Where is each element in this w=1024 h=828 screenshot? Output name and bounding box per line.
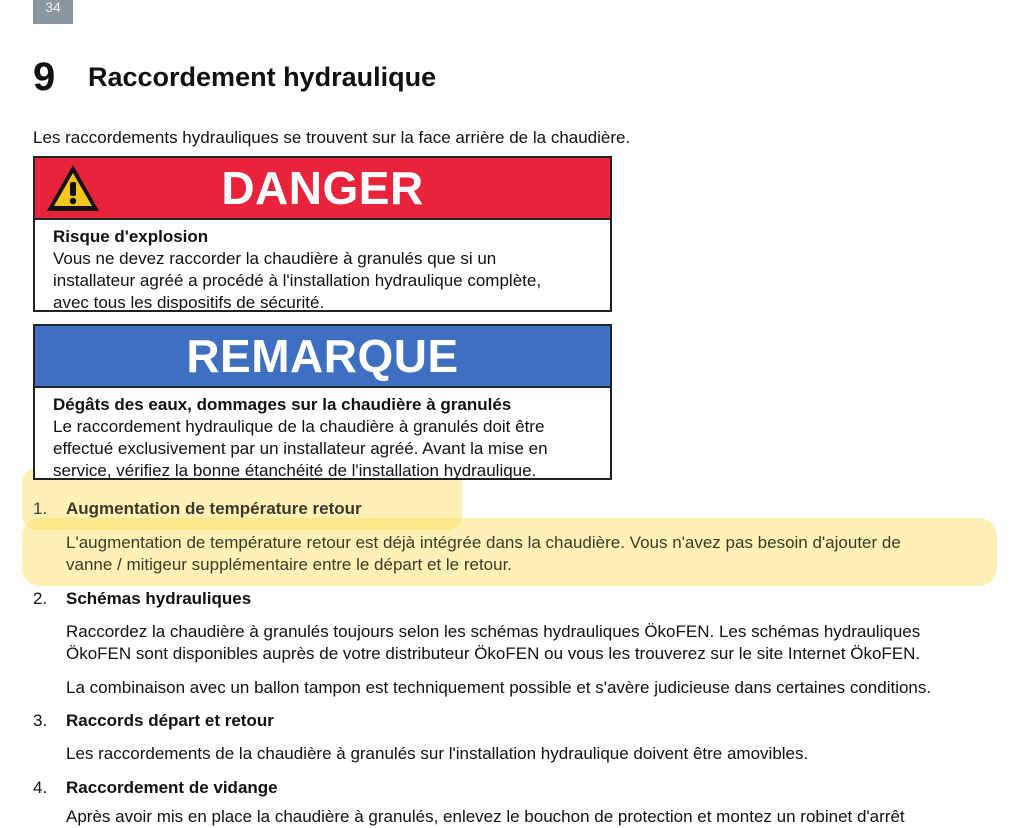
item-paragraph bbox=[66, 743, 1016, 765]
remarque-heading: REMARQUE bbox=[186, 330, 459, 382]
item-number: 3. bbox=[33, 711, 48, 730]
remarque-line: service, vérifiez la bonne étanchéité de l'installation hydraulique. bbox=[53, 461, 537, 480]
danger-line: installateur agréé a procédé à l'installation hydraulique complète, bbox=[53, 271, 542, 290]
paragraph-line: ÖkoFEN sont disponibles auprès de votre distributeur ÖkoFEN ou vous les trouverez sur le site Internet ÖkoFEN. bbox=[66, 644, 921, 663]
item-title: Raccordement de vidange bbox=[66, 778, 278, 797]
chapter-title: Raccordement hydraulique bbox=[88, 61, 437, 92]
item-number: 1. bbox=[33, 499, 48, 518]
remarque-line: Le raccordement hydraulique de la chaudière à granulés doit être bbox=[53, 417, 545, 436]
paragraph-line: Les raccordements de la chaudière à granulés sur l'installation hydraulique doivent être amovibles. bbox=[66, 744, 809, 763]
remarque-notice bbox=[33, 324, 612, 480]
chapter-heading bbox=[33, 55, 436, 99]
item-number: 4. bbox=[33, 778, 48, 797]
remarque-header bbox=[35, 326, 610, 388]
paragraph-line: Raccordez la chaudière à granulés toujours selon les schémas hydrauliques ÖkoFEN. Les schémas hydrauliques bbox=[66, 622, 921, 641]
danger-notice bbox=[33, 156, 612, 312]
paragraph-line: L'augmentation de température retour est déjà intégrée dans la chaudière. Vous n'avez pas besoin d'ajouter de bbox=[66, 533, 901, 552]
remarque-body bbox=[35, 388, 610, 482]
item-title: Schémas hydrauliques bbox=[66, 589, 252, 608]
item-title: Raccords départ et retour bbox=[66, 711, 274, 730]
paragraph-line: La combinaison avec un ballon tampon est techniquement possible et s'avère judicieuse dans certaines conditions. bbox=[66, 678, 932, 697]
item-paragraph bbox=[66, 621, 1016, 665]
remarque-title: Dégâts des eaux, dommages sur la chaudière à granulés bbox=[53, 395, 512, 414]
item-paragraph bbox=[66, 532, 1016, 576]
warning-triangle-icon bbox=[45, 162, 101, 214]
danger-line: avec tous les dispositifs de sécurité. bbox=[53, 293, 325, 312]
item-number: 2. bbox=[33, 589, 48, 608]
remarque-line: effectué exclusivement par un installateur agréé. Avant la mise en bbox=[53, 439, 548, 458]
paragraph-line: vanne / mitigeur supplémentaire entre le départ et le retour. bbox=[66, 555, 513, 574]
item-title: Augmentation de température retour bbox=[66, 499, 362, 518]
danger-header bbox=[35, 158, 610, 220]
danger-heading: DANGER bbox=[221, 162, 424, 214]
intro-text: Les raccordements hydrauliques se trouvent sur la face arrière de la chaudière. bbox=[33, 128, 631, 147]
item-paragraph bbox=[66, 677, 1016, 699]
danger-line: Vous ne devez raccorder la chaudière à granulés que si un bbox=[53, 249, 497, 268]
paragraph-line: Après avoir mis en place la chaudière à granulés, enlevez le bouchon de protection et montez un robinet d'arrêt bbox=[66, 807, 905, 826]
danger-body bbox=[35, 220, 610, 314]
danger-title: Risque d'explosion bbox=[53, 227, 209, 246]
page-number: 34 bbox=[33, 0, 73, 24]
chapter-number: 9 bbox=[33, 54, 56, 99]
